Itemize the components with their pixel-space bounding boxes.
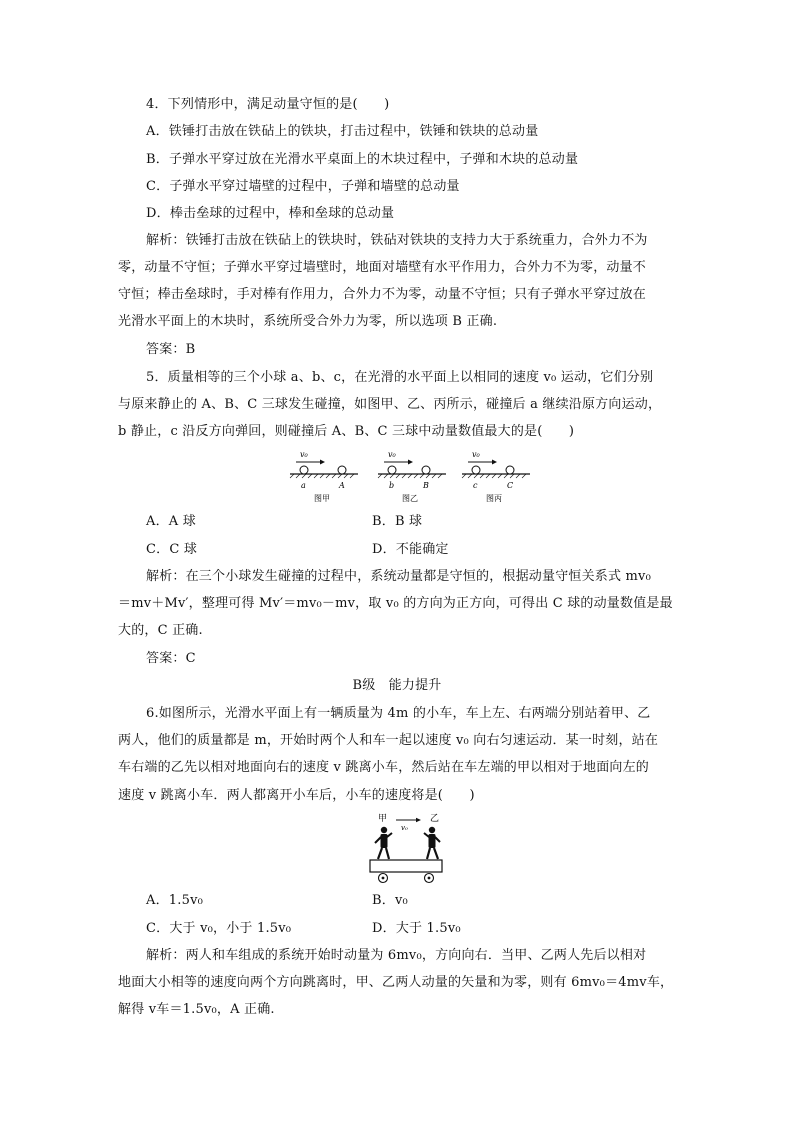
- q6-analysis-line: 解析：两人和车组成的系统开始时动量为 6mv₀，方向向右．当甲、乙两人先后以相对: [146, 948, 647, 963]
- moving-ball-label: c: [473, 481, 478, 490]
- velocity-label: v₀: [472, 450, 480, 459]
- velocity-label: v₀: [388, 450, 396, 459]
- q5-analysis-line: 大的，C 正确.: [118, 623, 203, 638]
- velocity-label: v₀: [401, 824, 408, 832]
- q5-panel-jia: [290, 450, 358, 503]
- rest-ball-label: B: [423, 481, 429, 490]
- panel-caption: 图乙: [402, 494, 418, 503]
- cart-body: [370, 860, 442, 872]
- person-jia-icon: [375, 827, 392, 859]
- q5-panel-bing: [462, 450, 530, 503]
- person-yi-icon: [424, 827, 440, 859]
- q6-stem-line: 车右端的乙先以相对地面向右的速度 v 跳离小车，然后站在车左端的甲以相对于地面向左的: [118, 760, 650, 775]
- q4-option-d: D．棒击垒球的过程中，棒和垒球的总动量: [146, 206, 395, 221]
- rest-ball-label: A: [339, 481, 345, 490]
- q6-stem-line: 两人，他们的质量都是 m，开始时两个人和车一起以速度 v₀ 向右匀速运动．某一时刻，站在: [118, 733, 659, 748]
- q4-analysis-line: 解析：铁锤打击放在铁砧上的铁块时，铁砧对铁块的支持力大于系统重力，合外力不为: [146, 233, 648, 248]
- q6-analysis-line: 解得 v车＝1.5v₀，A 正确.: [118, 1002, 275, 1017]
- q4-analysis-line: 零，动量不守恒；子弹水平穿过墙壁时，地面对墙壁有水平作用力，合外力不为零，动量不: [118, 260, 647, 275]
- panel-caption: 图丙: [486, 494, 502, 503]
- moving-ball-label: b: [389, 481, 395, 490]
- q5-analysis-line: ＝mv＋Mv′，整理可得 Mv′＝mv₀－mv，取 v₀ 的方向为正方向，可得出 C 球的动量数值是最: [118, 596, 673, 611]
- q4-answer: 答案：B: [146, 342, 196, 357]
- q4-analysis-line: 守恒；棒击垒球时，手对棒有作用力，合外力不为零，动量不守恒；只有子弹水平穿过放在: [118, 287, 647, 302]
- left-person-label: 甲: [378, 814, 388, 824]
- q5-option-c: C．C 球: [146, 542, 198, 557]
- moving-ball-label: a: [301, 481, 306, 490]
- q4-option-a: A．铁锤打击放在铁砧上的铁块，打击过程中，铁锤和铁块的总动量: [146, 124, 539, 139]
- q5-stem-line: b 静止，c 沿反方向弹回，则碰撞后 A、B、C 三球中动量数值最大的是( ): [118, 424, 575, 439]
- q4-option-c: C．子弹水平穿过墙壁的过程中，子弹和墙壁的总动量: [146, 179, 460, 194]
- q6-stem-line: 6.如图所示，光滑水平面上有一辆质量为 4m 的小车，车上左、右两端分别站着甲、乙: [146, 706, 651, 721]
- q5-option-b: B．B 球: [372, 514, 423, 529]
- q5-answer: 答案：C: [146, 651, 196, 666]
- q5-option-a: A．A 球: [146, 514, 196, 529]
- q5-option-d: D．不能确定: [372, 542, 449, 557]
- q6-stem-line: 速度 v 跳离小车．两人都离开小车后，小车的速度将是( ): [118, 788, 475, 803]
- q6-cart-figure: [364, 810, 446, 888]
- q6-option-d: D．大于 1.5v₀: [372, 921, 461, 936]
- right-person-label: 乙: [430, 814, 440, 824]
- q5-stem-line: 与原来静止的 A、B、C 三球发生碰撞，如图甲、乙、丙所示，碰撞后 a 继续沿原方向运动，: [118, 397, 662, 412]
- q5-stem-line: 5．质量相等的三个小球 a、b、c，在光滑的水平面上以相同的速度 v₀ 运动，它们分别: [146, 370, 654, 385]
- q5-panel-yi: [378, 450, 446, 503]
- q6-option-c: C．大于 v₀，小于 1.5v₀: [146, 921, 292, 936]
- section-heading: B级 能力提升: [352, 678, 442, 693]
- q6-option-b: B．v₀: [372, 893, 408, 908]
- q6-analysis-line: 地面大小相等的速度向两个方向跳离时，甲、乙两人动量的矢量和为零，则有 6mv₀＝4mv车，: [118, 975, 674, 990]
- rest-ball-label: C: [507, 481, 514, 490]
- velocity-label: v₀: [300, 450, 308, 459]
- q5-collision-figure: [286, 448, 538, 504]
- q4-stem: 4．下列情形中，满足动量守恒的是( ): [146, 97, 390, 112]
- q6-option-a: A．1.5v₀: [146, 893, 204, 908]
- q4-analysis-line: 光滑水平面上的木块时，系统所受合外力为零，所以选项 B 正确.: [118, 314, 498, 329]
- panel-caption: 图甲: [314, 494, 330, 503]
- q4-option-b: B．子弹水平穿过放在光滑水平桌面上的木块过程中，子弹和木块的总动量: [146, 152, 579, 167]
- q5-analysis-line: 解析：在三个小球发生碰撞的过程中，系统动量都是守恒的，根据动量守恒关系式 mv₀: [146, 569, 652, 584]
